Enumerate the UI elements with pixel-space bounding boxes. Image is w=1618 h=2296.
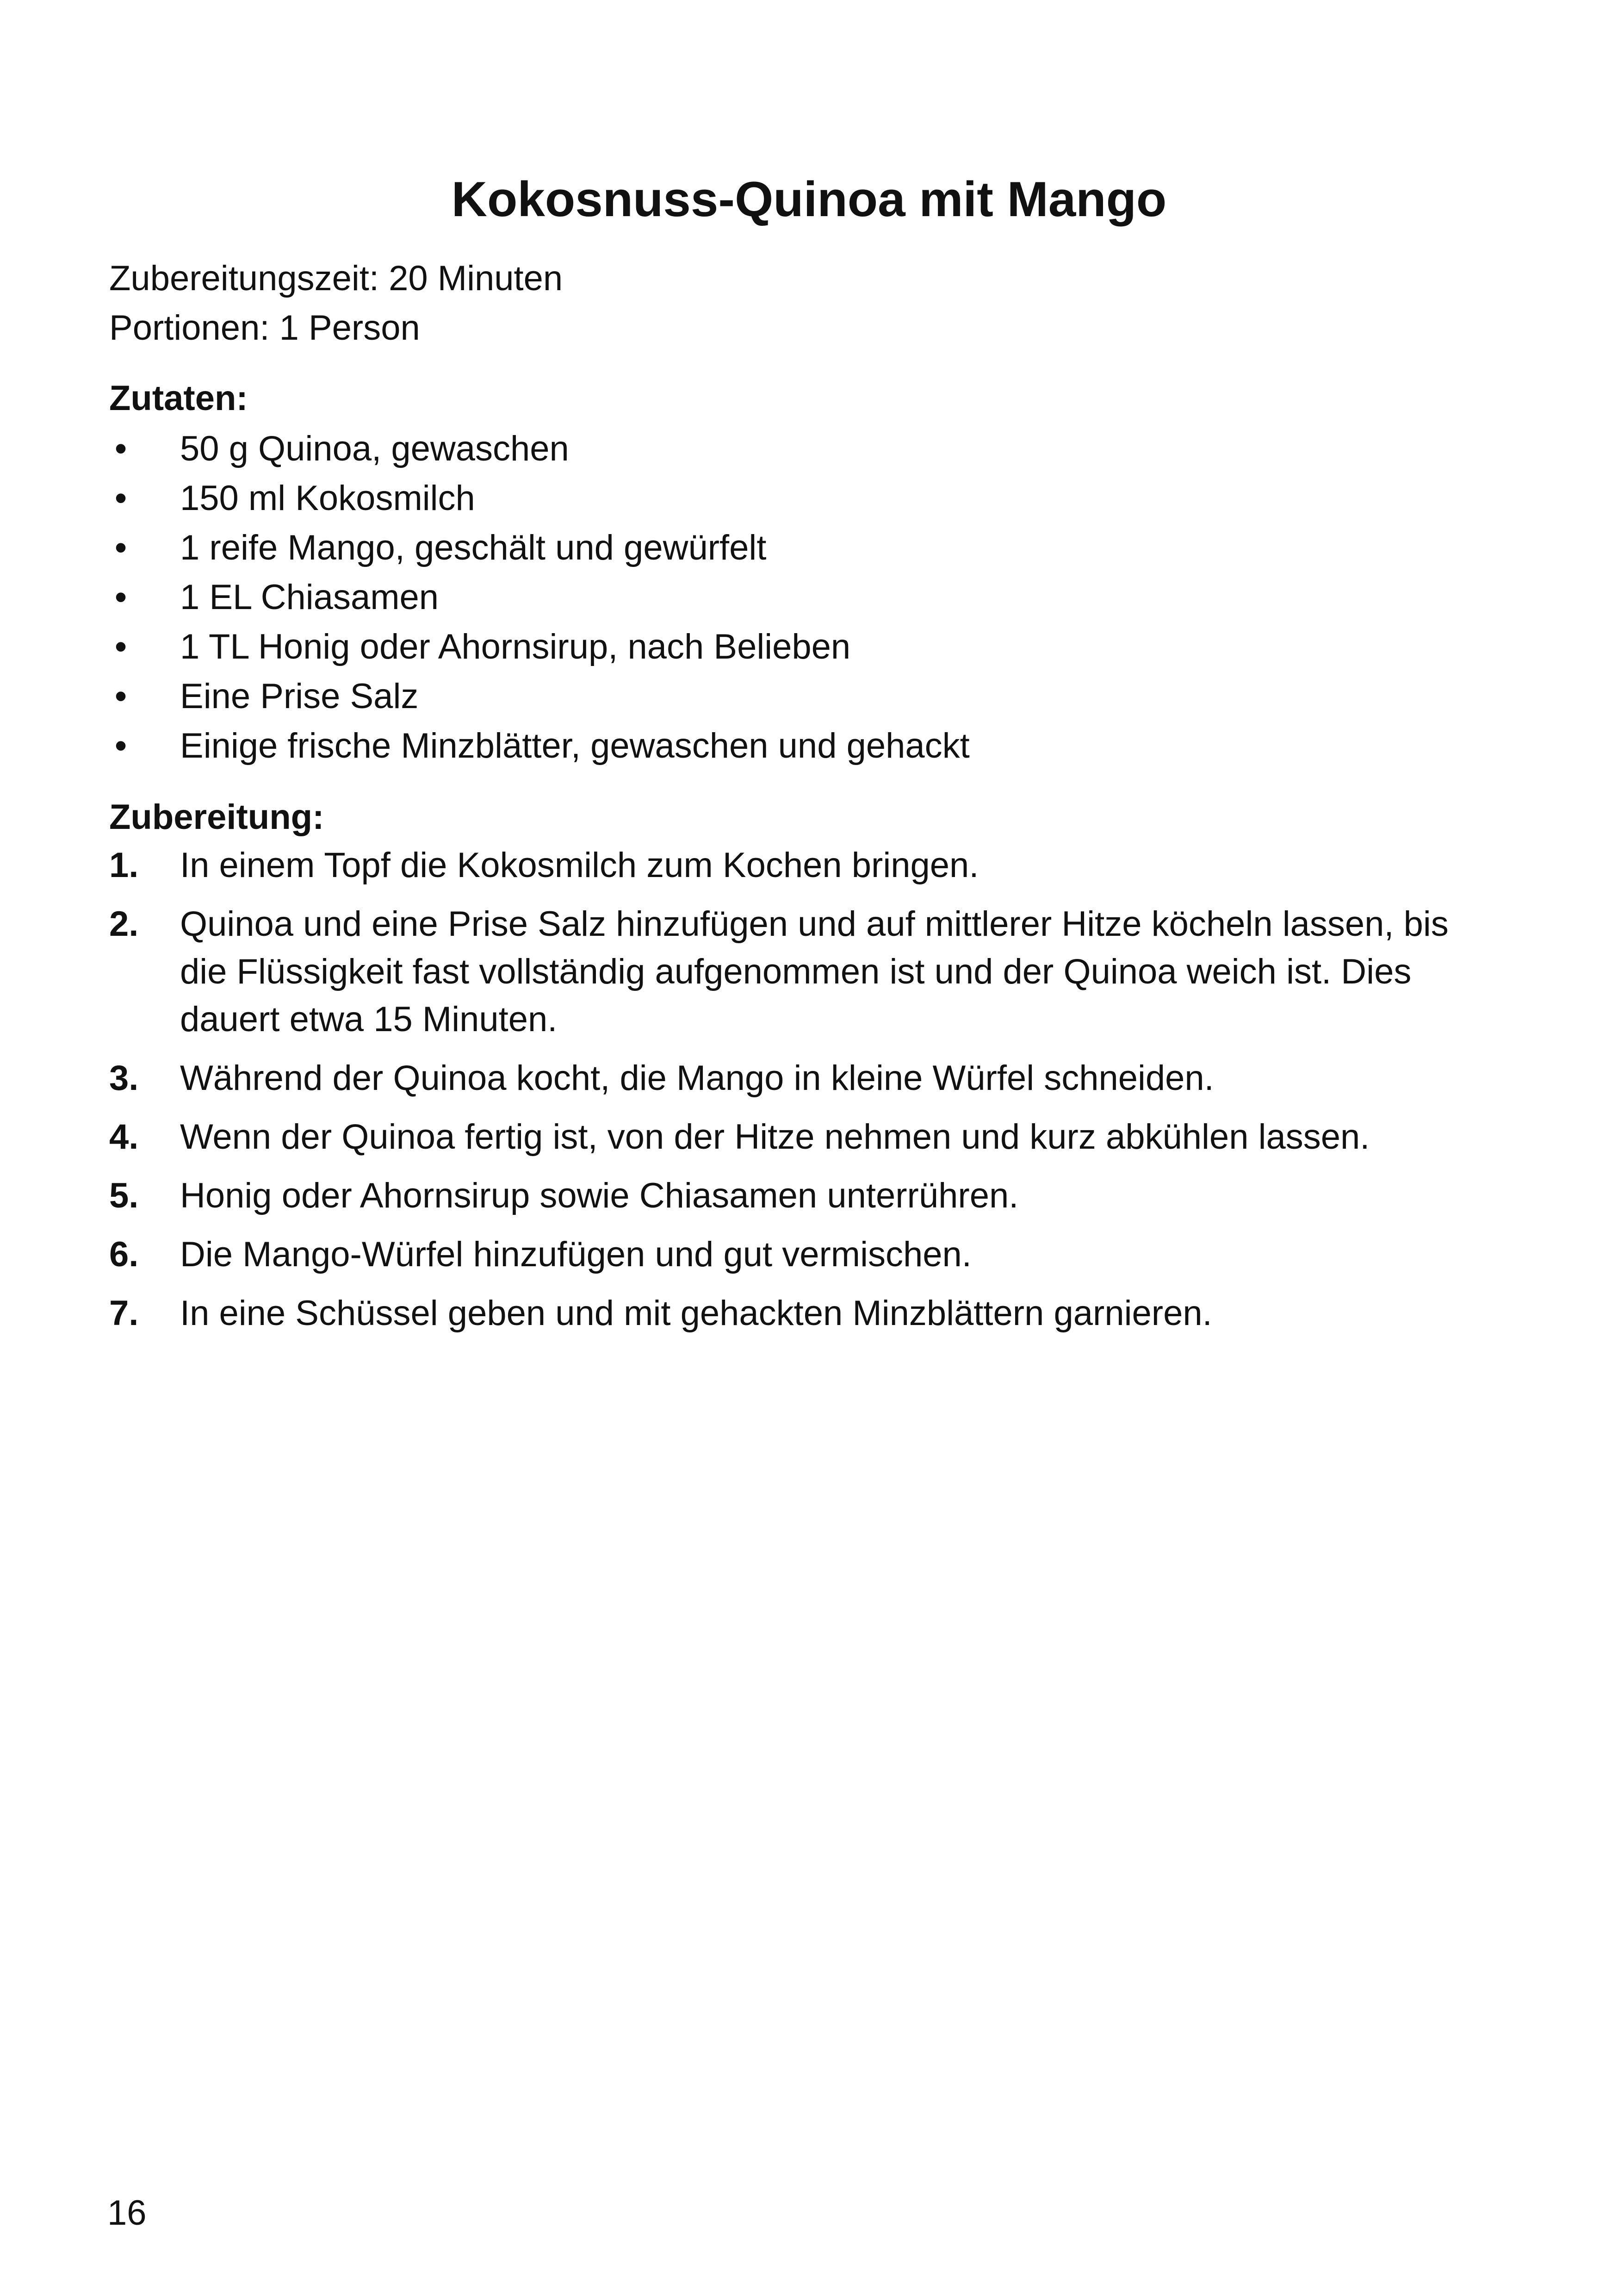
step-number: 6. bbox=[109, 1235, 139, 1274]
ingredient-text: 150 ml Kokosmilch bbox=[180, 479, 475, 518]
bullet-icon: • bbox=[114, 479, 127, 518]
servings: Portionen: 1 Person bbox=[109, 308, 420, 348]
step-item bbox=[109, 1054, 1503, 1102]
step-item bbox=[109, 1231, 1503, 1278]
ingredient-text: Eine Prise Salz bbox=[180, 677, 419, 716]
ingredient-text: 50 g Quinoa, gewaschen bbox=[180, 429, 569, 468]
step-item bbox=[109, 841, 1503, 889]
step-number: 4. bbox=[109, 1117, 139, 1157]
step-number: 2. bbox=[109, 904, 139, 944]
step-text: Während der Quinoa kocht, die Mango in kleine Würfel schneiden. bbox=[180, 1058, 1214, 1098]
step-number: 7. bbox=[109, 1294, 139, 1333]
step-item bbox=[109, 1289, 1503, 1337]
bullet-icon: • bbox=[114, 429, 127, 468]
prep-time: Zubereitungszeit: 20 Minuten bbox=[109, 259, 563, 298]
page-number: 16 bbox=[107, 2193, 147, 2233]
preparation-steps bbox=[109, 841, 1503, 1348]
step-text: Quinoa und eine Prise Salz hinzufügen und auf mittlerer Hitze köcheln lassen, bis die Flüssigkeit fast vollständig aufgenommen ist und der Quinoa weich ist. Dies dauert etwa 15 Minuten. bbox=[180, 904, 1449, 1039]
step-number: 3. bbox=[109, 1058, 139, 1098]
step-number: 1. bbox=[109, 846, 139, 885]
bullet-icon: • bbox=[114, 528, 127, 567]
ingredient-text: Einige frische Minzblätter, gewaschen und gehackt bbox=[180, 726, 970, 765]
bullet-icon: • bbox=[114, 726, 127, 765]
ingredients-heading: Zutaten: bbox=[109, 379, 248, 418]
ingredient-text: 1 TL Honig oder Ahornsirup, nach Belieben bbox=[180, 627, 851, 666]
ingredient-text: 1 EL Chiasamen bbox=[180, 578, 439, 617]
bullet-icon: • bbox=[114, 627, 127, 666]
step-text: Die Mango-Würfel hinzufügen und gut vermischen. bbox=[180, 1235, 972, 1274]
step-item bbox=[109, 1172, 1503, 1220]
bullet-icon: • bbox=[114, 578, 127, 617]
step-text: Honig oder Ahornsirup sowie Chiasamen unterrühren. bbox=[180, 1176, 1019, 1215]
step-text: In eine Schüssel geben und mit gehackten Minzblättern garnieren. bbox=[180, 1294, 1212, 1333]
preparation-heading: Zubereitung: bbox=[109, 797, 324, 837]
bullet-icon: • bbox=[114, 677, 127, 716]
step-item bbox=[109, 900, 1503, 1043]
recipe-meta bbox=[109, 254, 563, 353]
step-text: Wenn der Quinoa fertig ist, von der Hitze nehmen und kurz abkühlen lassen. bbox=[180, 1117, 1370, 1157]
ingredient-text: 1 reife Mango, geschält und gewürfelt bbox=[180, 528, 767, 567]
recipe-title: Kokosnuss-Quinoa mit Mango bbox=[451, 171, 1167, 227]
step-item bbox=[109, 1113, 1503, 1161]
step-text: In einem Topf die Kokosmilch zum Kochen bringen. bbox=[180, 846, 979, 885]
step-number: 5. bbox=[109, 1176, 139, 1215]
